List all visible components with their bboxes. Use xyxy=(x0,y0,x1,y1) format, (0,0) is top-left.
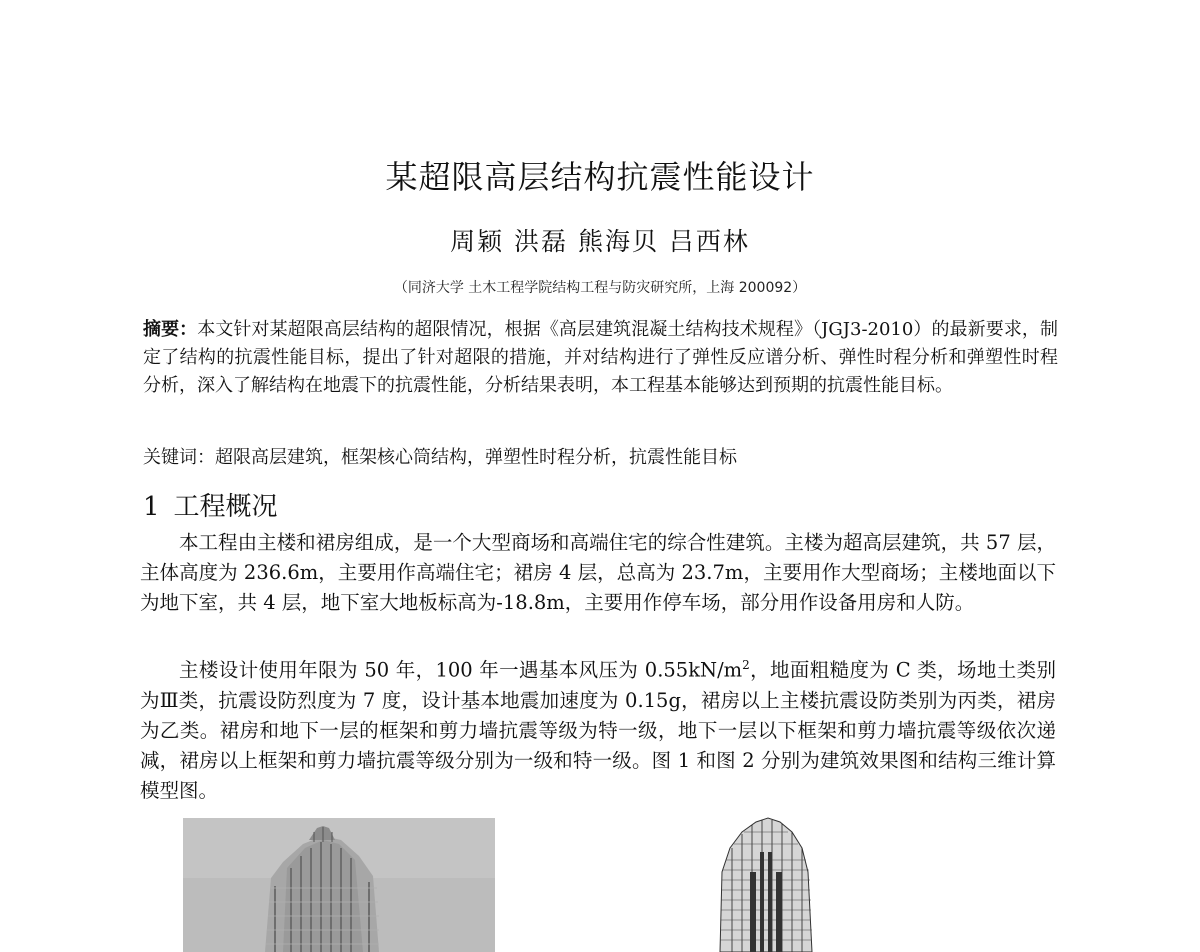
figure-2-structural-model xyxy=(712,812,822,952)
keywords xyxy=(143,444,1058,472)
abstract-text: 本文针对某超限高层结构的超限情况，根据《高层建筑混凝土结构技术规程》（JGJ3-2010）的最新要求，制定了结构的抗震性能目标，提出了针对超限的措施，并对结构进行了弹性反应谱分析、弹性时程分析和弹塑性时程分析，深入了解结构在地震下的抗震性能，分析结果表明，本工程基本能够达到预期的抗震性能目标。 xyxy=(143,319,1059,396)
section-number: 1 xyxy=(143,492,160,522)
section-heading xyxy=(143,486,278,523)
paragraph-2-text-b: ，地面粗糙度为 C 类，场地土类别为Ⅲ类，抗震设防烈度为 7 度，设计基本地震加速度为 0.15g，裙房以上主楼抗震设防类别为丙类，裙房为乙类。裙房和地下一层的框架和剪力墙抗震等级为特一级，地下一层以下框架和剪力墙抗震等级依次递减，裙房以上框架和剪力墙抗震等级分别为一级和特一级。图 1 和图 2 分别为建筑效果图和结构三维计算模型图。 xyxy=(140,658,1056,802)
building-rendering-image xyxy=(183,818,495,952)
abstract-label: 摘要： xyxy=(143,319,198,340)
paragraph-2-text-a: 主楼设计使用年限为 50 年，100 年一遇基本风压为 0.55kN/m xyxy=(179,658,743,682)
paragraph-1: 本工程由主楼和裙房组成，是一个大型商场和高端住宅的综合性建筑。主楼为超高层建筑，共 57 层，主体高度为 236.6m，主要用作高端住宅；裙房 4 层，总高为 23.7m，主要用作大型商场；主楼地面以下为地下室，共 4 层，地下室大地板标高为-18.8m，主要用作停车场，部分用作设备用房和人防。 xyxy=(140,531,1056,614)
paragraph-2 xyxy=(140,650,1056,806)
paragraph-2-superscript: 2 xyxy=(742,658,750,672)
keywords-text: 超限高层建筑，框架核心筒结构，弹塑性时程分析，抗震性能目标 xyxy=(215,447,737,468)
section-title: 工程概况 xyxy=(173,492,278,522)
keywords-label: 关键词： xyxy=(143,447,215,468)
structural-model-image xyxy=(712,812,822,952)
paper-title: 某超限高层结构抗震性能设计 xyxy=(385,158,815,196)
affiliation: （同济大学 土木工程学院结构工程与防灾研究所，上海 200092） xyxy=(393,280,807,296)
figure-1-rendering xyxy=(183,818,495,952)
abstract xyxy=(143,316,1058,400)
author-list: 周颖 洪磊 熊海贝 吕西林 xyxy=(450,227,750,256)
